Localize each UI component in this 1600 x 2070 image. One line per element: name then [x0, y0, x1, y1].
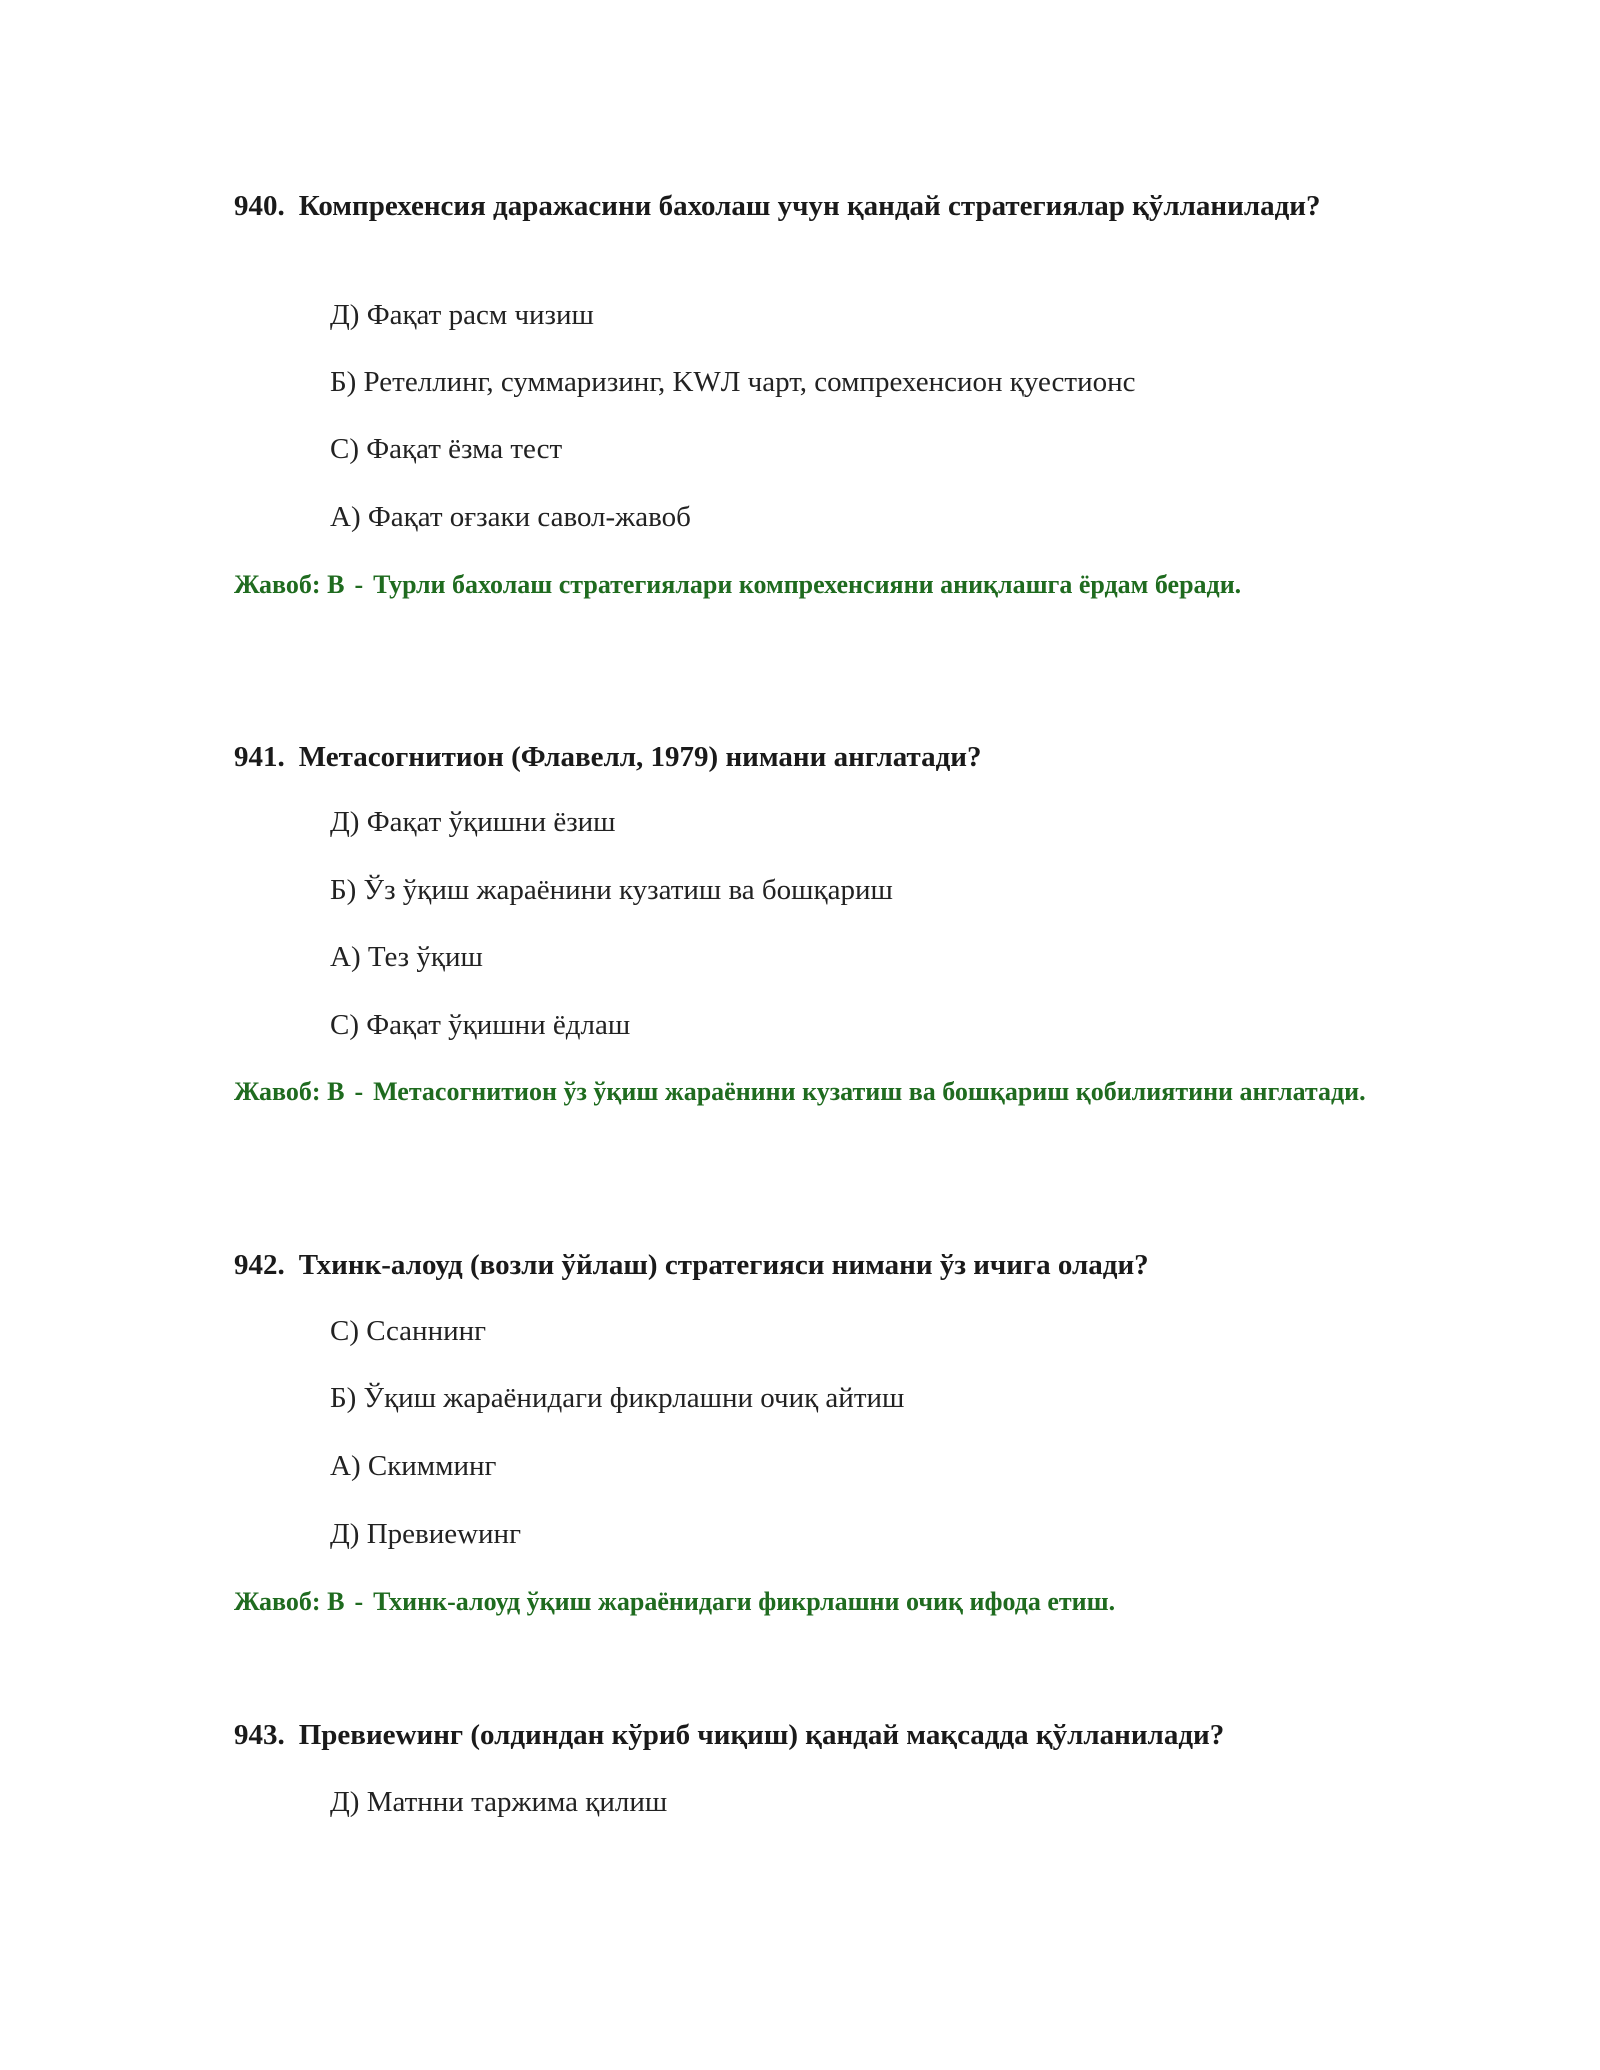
question-title — [234, 1245, 1364, 1285]
option: С) Фақат ўқишни ёдлаш — [330, 1009, 631, 1041]
answer-label: Жавоб: — [234, 1077, 321, 1106]
option: Б) Ретеллинг, суммаризинг, KWЛ чарт, сомпрехенсион қуестионс — [330, 366, 1136, 398]
option: Д) Фақат расм чизиш — [330, 299, 594, 331]
option: Д) Превиеwинг — [330, 1518, 521, 1550]
answer — [234, 566, 1384, 604]
answer — [234, 1073, 1384, 1111]
question-title — [234, 1715, 1364, 1755]
option: С) Ссаннинг — [330, 1315, 487, 1347]
option: А) Фақат оғзаки савол-жавоб — [330, 501, 691, 533]
option: С) Фақат ёзма тест — [330, 433, 563, 465]
answer-separator: - — [354, 570, 364, 599]
question-text: Метасогнитион (Флавелл, 1979) нимани англатади? — [298, 741, 982, 773]
question-number: 943. — [234, 1719, 285, 1751]
answer-text: Метасогнитион ўз ўқиш жараёнини кузатиш ва бошқариш қобилиятини англатади. — [373, 1077, 1366, 1106]
question-number: 941. — [234, 741, 285, 773]
option: Д) Матнни таржима қилиш — [330, 1786, 668, 1818]
question-text: Компрехенсия даражасини бахолаш учун қандай стратегиялар қўлланилади? — [298, 190, 1321, 222]
answer-text: Тхинк-алоуд ўқиш жараёнидаги фикрлашни очиқ ифода етиш. — [373, 1587, 1116, 1616]
question-text: Превиеwинг (олдиндан кўриб чиқиш) қандай мақсадда қўлланилади? — [298, 1719, 1225, 1751]
option: А) Тез ўқиш — [330, 941, 483, 973]
answer-letter: B — [327, 1077, 345, 1106]
question-title — [234, 186, 1364, 226]
answer-separator: - — [354, 1587, 364, 1616]
question-title — [234, 737, 1364, 777]
answer-label: Жавоб: — [234, 570, 321, 599]
option: Д) Фақат ўқишни ёзиш — [330, 806, 616, 838]
question-number: 940. — [234, 190, 285, 222]
option: Б) Ўз ўқиш жараёнини кузатиш ва бошқариш — [330, 874, 893, 906]
answer-text: Турли бахолаш стратегиялари компрехенсияни аниқлашга ёрдам беради. — [373, 570, 1242, 599]
answer-separator: - — [354, 1077, 364, 1106]
answer-label: Жавоб: — [234, 1587, 321, 1616]
answer — [234, 1583, 1384, 1621]
question-text: Тхинк-алоуд (возли ўйлаш) стратегияси нимани ўз ичига олади? — [298, 1249, 1149, 1281]
option: А) Скимминг — [330, 1450, 497, 1482]
answer-letter: B — [327, 1587, 345, 1616]
answer-letter: B — [327, 570, 345, 599]
option: Б) Ўқиш жараёнидаги фикрлашни очиқ айтиш — [330, 1382, 905, 1414]
question-number: 942. — [234, 1249, 285, 1281]
